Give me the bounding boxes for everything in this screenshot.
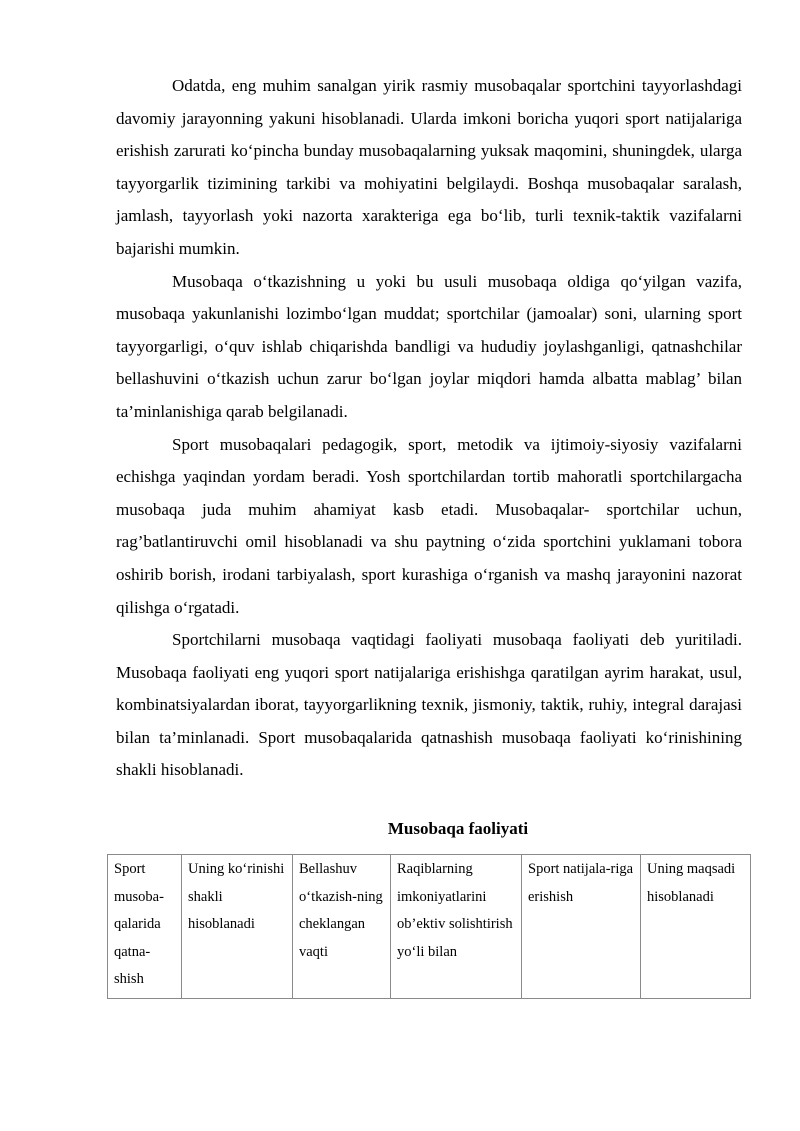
paragraph-3: Sport musobaqalari pedagogik, sport, metodik va ijtimoiy-siyosiy vazifalarni echishga yaqindan yordam beradi. Yosh sportchilardan tortib mahoratli sportchilargacha musobaqa juda muhim ahamiyat kasb etadi. Musobaqalar- sportchilar uchun, rag’batlantiruvchi omil hisoblanadi va shu paytning o‘zida sportchini yuklamani tobora oshirib borish, irodani tarbiyalash, sport kurashiga o‘rganish va mashq jarayonini nazorat qilishga o‘rgatadi.	[116, 434, 742, 617]
paragraph-2: Musobaqa o‘tkazishning u yoki bu usuli musobaqa oldiga qo‘yilgan vazifa, musobaqa yakunlanishi lozimbo‘lgan muddat; sportchilar (jamoalar) soni, ularning sport tayyorgarligi, o‘quv ishlab chiqarishda bandligi va hududiy joylashganligi, qatnashchilar bellashuvini o‘tkazish uchun zarur bo‘lgan joylar miqdori hamda albatta mablag’ bilan ta’minlanishiga qarab belgilanadi.	[116, 271, 742, 421]
table-row	[108, 855, 751, 999]
activity-table	[107, 854, 751, 999]
table-cell-1: Sport musoba-qalarida qatna-shish	[108, 855, 182, 999]
table-cell-5: Sport natijala-riga erishish	[522, 855, 641, 999]
table-cell-2: Uning ko‘rinishi shakli hisoblanadi	[182, 855, 293, 999]
document-body	[116, 70, 742, 787]
paragraph-4: Sportchilarni musobaqa vaqtidagi faoliyati musobaqa faoliyati deb yuritiladi. Musobaqa faoliyati eng yuqori sport natijalariga erishishga qaratilgan ayrim harakat, usul, kombinatsiyalardan iborat, tayyorgarlikning texnik, jismoniy, taktik, ruhiy, integral darajasi bilan ta’minlanadi. Sport musobaqalarida qatnashish musobaqa faoliyati ko‘rinishining shakli hisoblanadi.	[116, 630, 742, 780]
table-cell-4: Raqiblarning imkoniyatlarini ob’ektiv solishtirish yo‘li bilan	[391, 855, 522, 999]
table-cell-3: Bellashuv o‘tkazish-ning cheklangan vaqti	[293, 855, 391, 999]
table-title: Musobaqa faoliyati	[387, 819, 529, 838]
table-cell-6: Uning maqsadi hisoblanadi	[641, 855, 751, 999]
paragraph-1: Odatda, eng muhim sanalgan yirik rasmiy musobaqalar sportchini tayyorlashdagi davomiy jarayonning yakuni hisoblanadi. Ularda imkoni boricha yuqori sport natijalariga erishish zarurati ko‘pincha bunday musobaqalarning yuksak maqomini, shuningdek, ularga tayyorgarlik tizimining tarkibi va mohiyatini belgilaydi. Boshqa musobaqalar saralash, jamlash, tayyorlash yoki nazorta xarakteriga ega bo‘lib, turli texnik-taktik vazifalarni bajarishi mumkin.	[116, 76, 742, 258]
